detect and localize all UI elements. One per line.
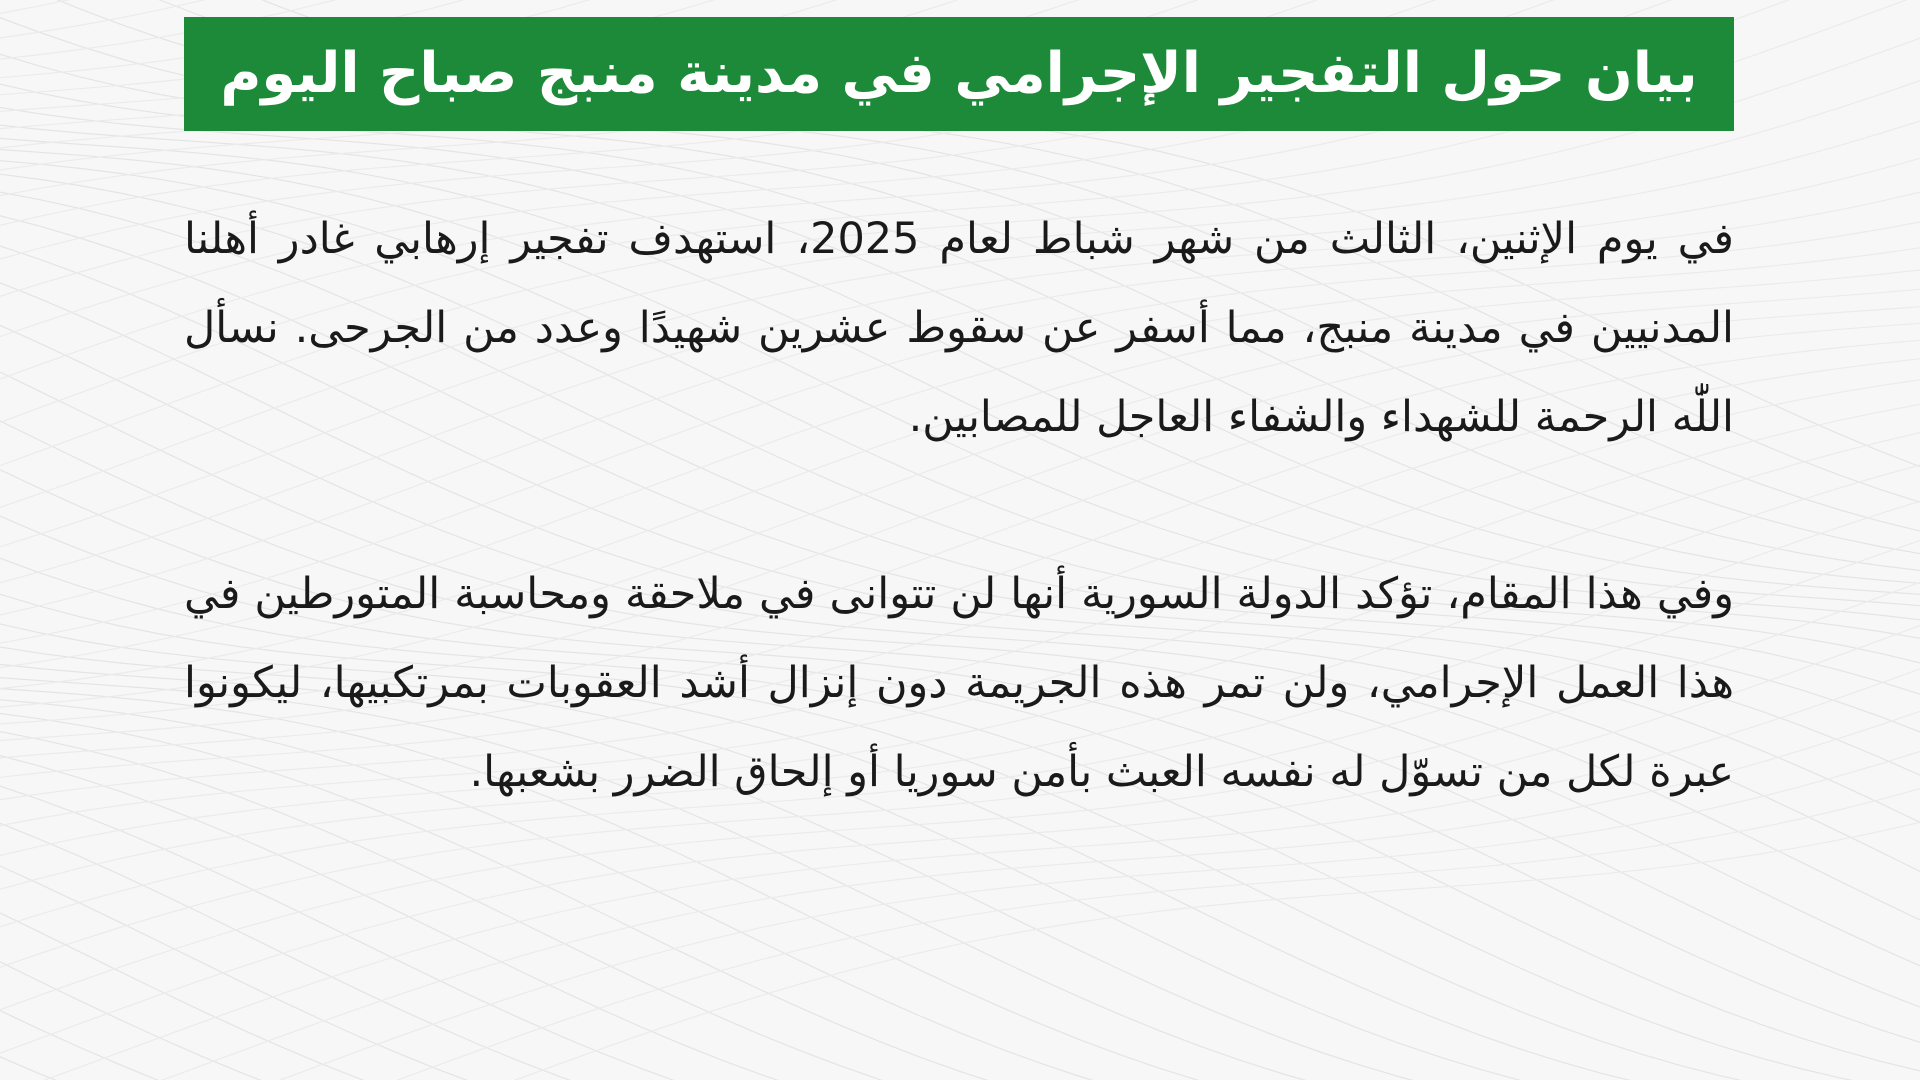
page-title: بيان حول التفجير الإجرامي في مدينة منبج صباح اليوم [220, 41, 1698, 106]
title-banner [184, 17, 1734, 131]
statement-body [184, 195, 1734, 817]
paragraph-1: في يوم الإثنين، الثالث من شهر شباط لعام 2025، استهدف تفجير إرهابي غادر أهلنا المدنيين في مدينة منبج، مما أسفر عن سقوط عشرين شهيدًا وعدد من الجرحى. نسأل اللّٰه الرحمة للشهداء والشفاء العاجل للمصابين. [184, 214, 1734, 442]
paragraph-2: وفي هذا المقام، تؤكد الدولة السورية أنها لن تتوانى في ملاحقة ومحاسبة المتورطين في هذا العمل الإجرامي، ولن تمر هذه الجريمة دون إنزال أشد العقوبات بمرتكبيها، ليكونوا عبرة لكل من تسوّل له نفسه العبث بأمن سوريا أو إلحاق الضرر بشعبها. [184, 569, 1734, 797]
